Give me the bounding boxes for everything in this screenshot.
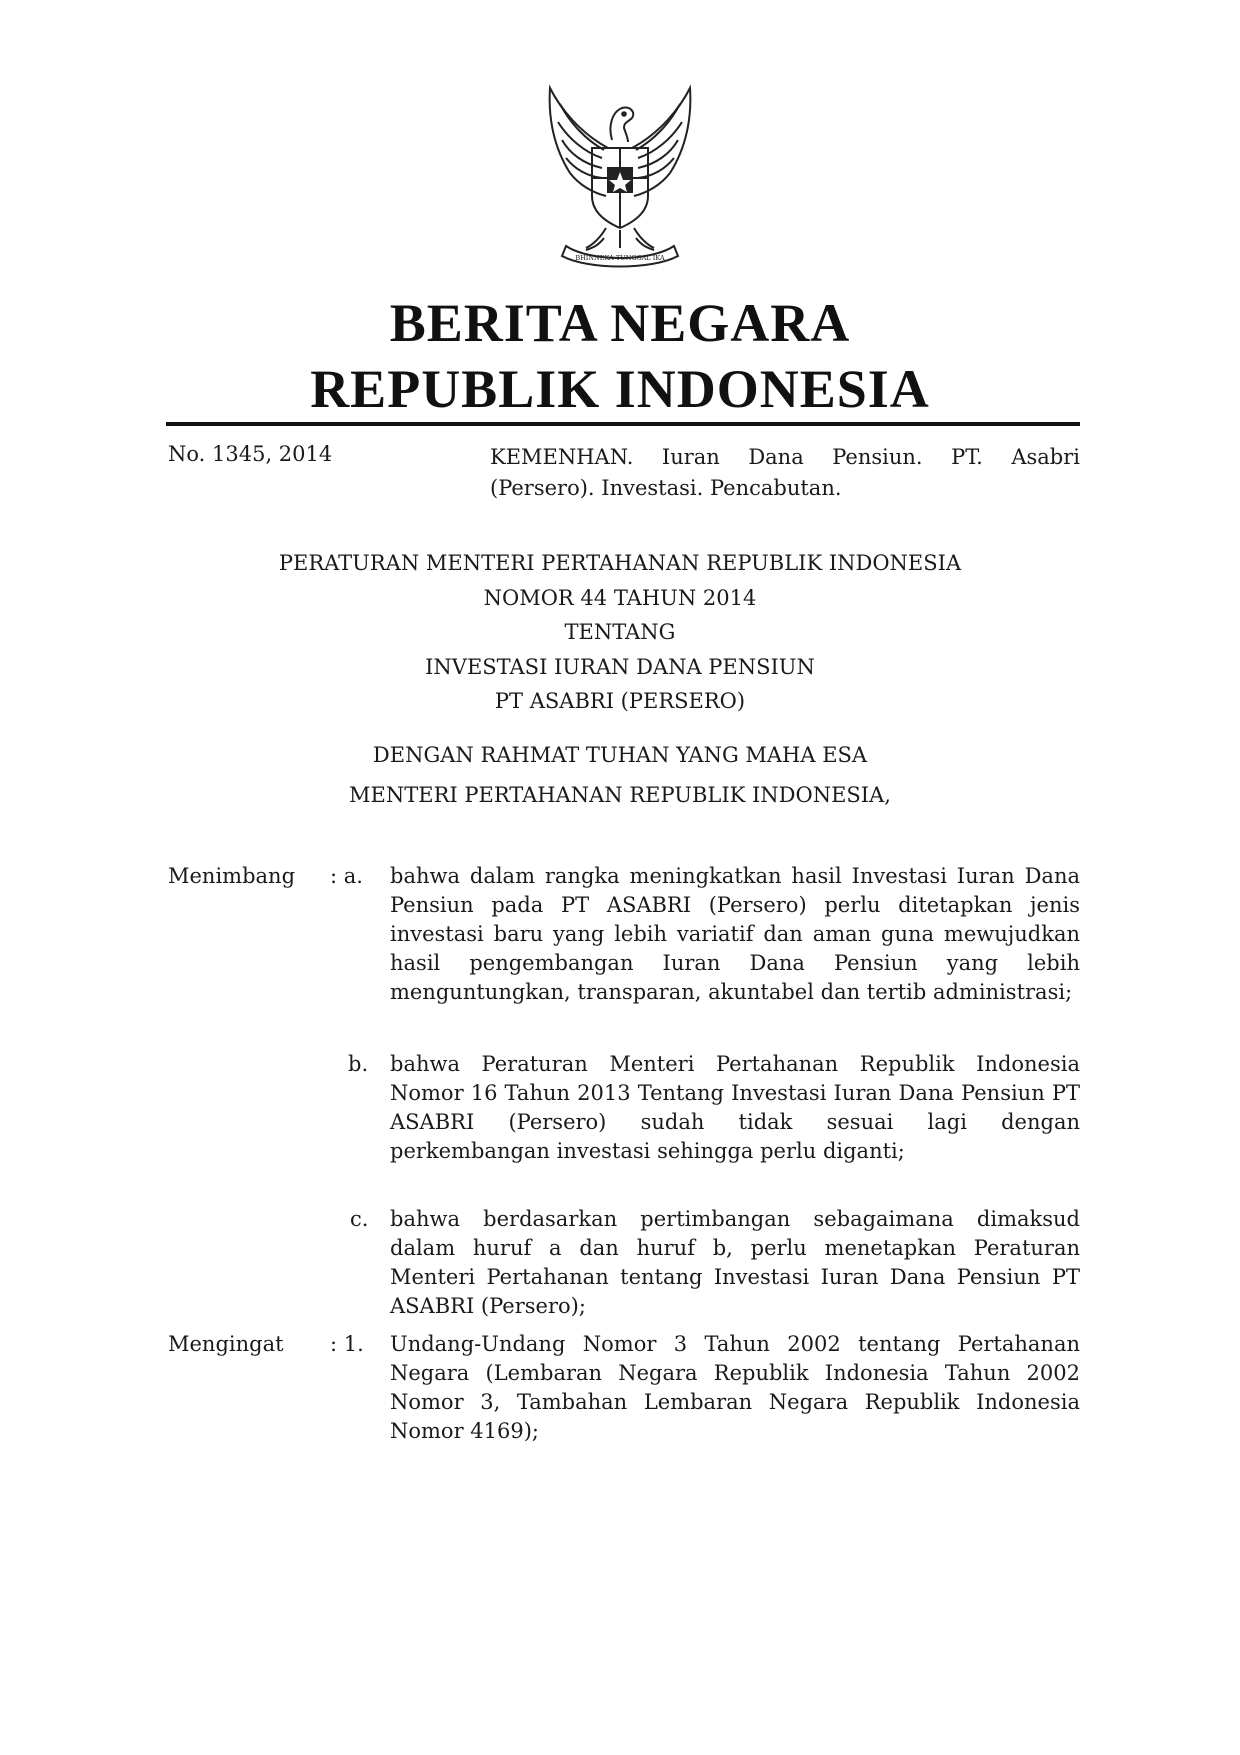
gazette-number: No. 1345, 2014 (168, 442, 333, 466)
masthead-divider (166, 422, 1080, 426)
emblem-motto: BHINNEKA TUNGGAL IKA (575, 254, 665, 262)
menimbang-label: Menimbang (168, 864, 296, 888)
regulation-title-line: TENTANG (564, 620, 676, 644)
regulation-title-line: NOMOR 44 TAHUN 2014 (483, 585, 757, 610)
masthead-line-1: BERITA NEGARA (389, 293, 851, 353)
clause-text: bahwa dalam rangka meningkatkan hasil Investasi Iuran Dana Pensiun pada PT ASABRI (Persero) perlu ditetapkan jenis investasi baru yang lebih variatif dan aman guna mewujudkan hasil pengembangan Iuran Dana Pensiun yang lebih menguntungkan, transparan, akuntabel dan tertib administrasi; (390, 864, 1080, 1004)
clause-marker: b. (348, 1052, 369, 1076)
clause-marker: : a. (330, 864, 363, 888)
preamble-line: DENGAN RAHMAT TUHAN YANG MAHA ESA (372, 743, 868, 767)
regulation-title-line: INVESTASI IURAN DANA PENSIUN (425, 654, 815, 679)
gazette-subject: KEMENHAN. Iuran Dana Pensiun. PT. Asabri (Persero). Investasi. Pencabutan. (490, 445, 1080, 500)
clause-marker: : 1. (330, 1332, 364, 1356)
preamble-line: MENTERI PERTAHANAN REPUBLIK INDONESIA, (349, 783, 891, 807)
mengingat-label: Mengingat (168, 1332, 284, 1356)
clause-marker: c. (350, 1207, 369, 1231)
clause-text: bahwa Peraturan Menteri Pertahanan Republik Indonesia Nomor 16 Tahun 2013 Tentang Investasi Iuran Dana Pensiun PT ASABRI (Persero) sudah tidak sesuai lagi dengan perkembangan investasi sehingga perlu diganti; (390, 1052, 1080, 1163)
masthead-line-2: REPUBLIK INDONESIA (310, 359, 930, 419)
garuda-emblem-icon (520, 78, 720, 268)
regulation-title (0, 546, 1240, 719)
regulation-title-line: PERATURAN MENTERI PERTAHANAN REPUBLIK INDONESIA (278, 551, 962, 575)
preamble (0, 735, 1240, 815)
clause-text: bahwa berdasarkan pertimbangan sebagaimana dimaksud dalam huruf a dan huruf b, perlu menetapkan Peraturan Menteri Pertahanan tentang Investasi Iuran Dana Pensiun PT ASABRI (Persero); (390, 1207, 1080, 1318)
regulation-title-line: PT ASABRI (PERSERO) (494, 689, 746, 713)
clause-text: Undang-Undang Nomor 3 Tahun 2002 tentang Pertahanan Negara (Lembaran Negara Republik Indonesia Tahun 2002 Nomor 3, Tambahan Lembaran Negara Republik Indonesia Nomor 4169); (390, 1332, 1080, 1443)
